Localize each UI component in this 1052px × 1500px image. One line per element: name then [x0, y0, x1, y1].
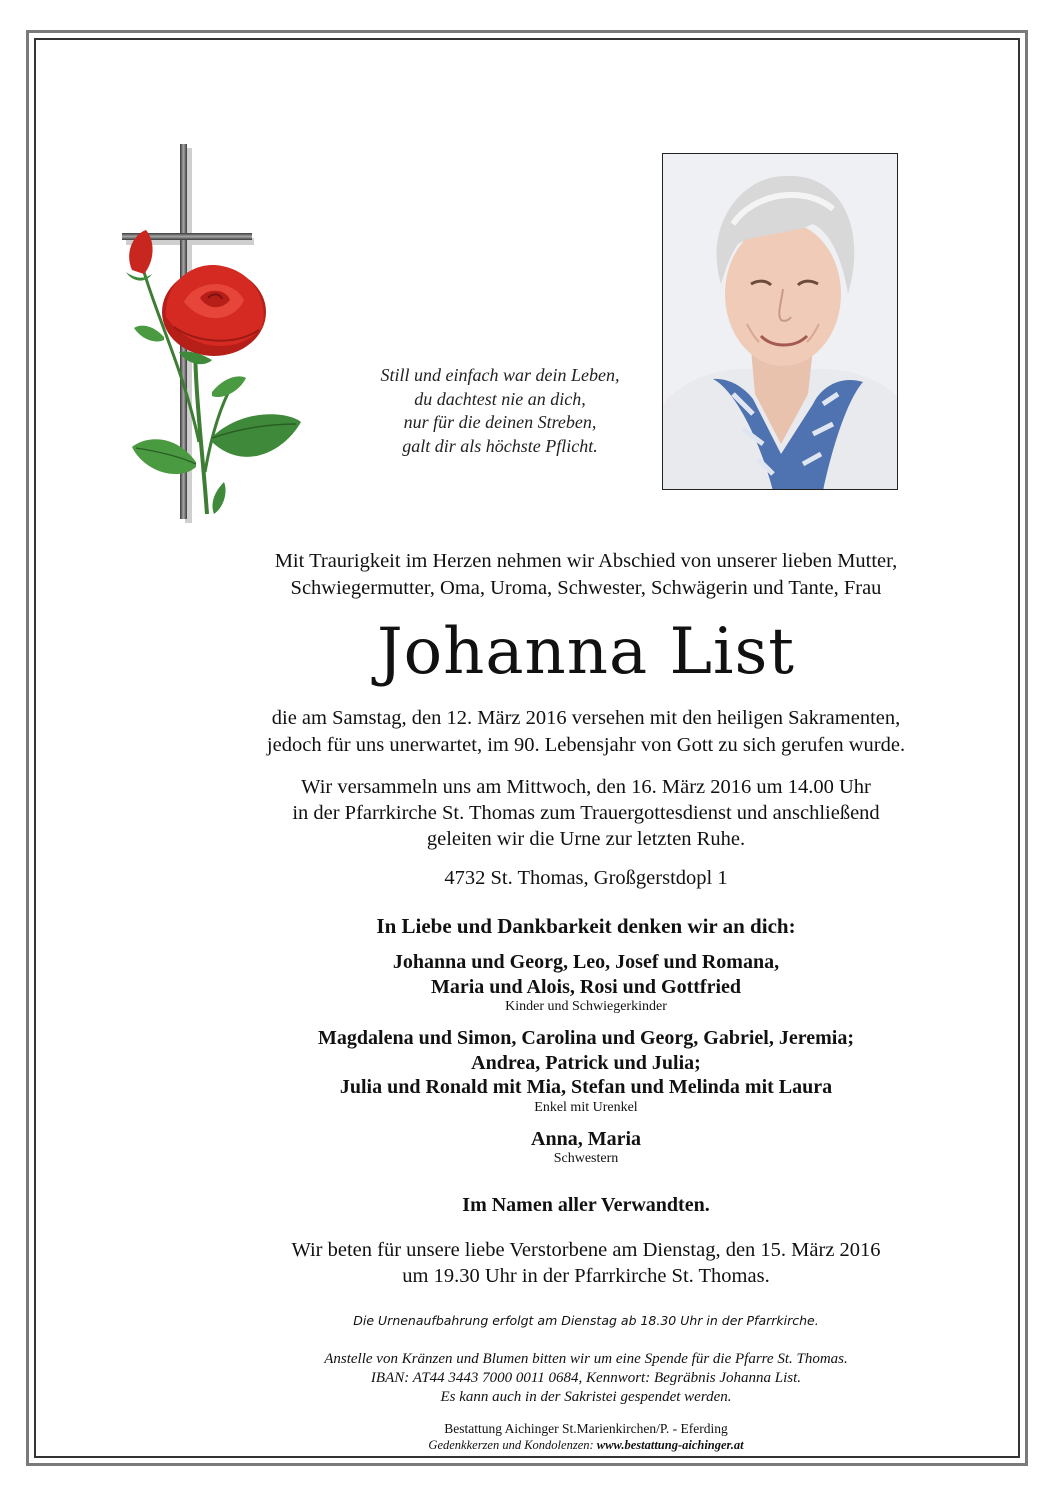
condolence-label: Gedenkkerzen und Kondolenzen: [428, 1438, 597, 1452]
family-group [160, 1026, 1012, 1116]
intro-line: Schwiegermutter, Oma, Uroma, Schwester, Schwägerin und Tante, Frau [290, 577, 882, 599]
poem-line: nur für die deinen Streben, [403, 412, 597, 432]
family-names: Andrea, Patrick und Julia; [471, 1051, 701, 1074]
family-names: Johanna und Georg, Leo, Josef und Romana, [392, 951, 780, 973]
family-group [160, 950, 1012, 1015]
service-line: in der Pfarrkirche St. Thomas zum Trauergottesdienst und anschließend [292, 802, 880, 824]
passed-line: die am Samstag, den 12. März 2016 versehen mit den heiligen Sakramenten, [271, 707, 901, 729]
address: 4732 St. Thomas, Großgerstdopl 1 [444, 867, 728, 889]
poem-line: du dachtest nie an dich, [414, 388, 586, 409]
intro-text [160, 548, 1012, 602]
undertaker-footer [160, 1421, 1012, 1453]
portrait-photo [662, 153, 898, 490]
intro-line: Mit Traurigkeit im Herzen nehmen wir Abschied von unserer lieben Mutter, [274, 550, 898, 572]
cross-rose-icon [104, 142, 314, 527]
prayer-line: Wir beten für unsere liebe Verstorbene am Dienstag, den 15. März 2016 [291, 1239, 881, 1261]
deceased-name: Johanna List [376, 615, 796, 689]
passed-text [160, 705, 1012, 759]
family-names: Maria und Alois, Rosi und Gottfried [430, 975, 742, 998]
in-name-of-relatives: Im Namen aller Verwandten. [462, 1194, 710, 1216]
poem-line: Still und einfach war dein Leben, [380, 365, 620, 385]
family-names: Anna, Maria [531, 1127, 641, 1150]
portrait-image [663, 154, 898, 490]
family-role: Schwestern [553, 1151, 619, 1166]
family-names: Magdalena und Simon, Carolina und Georg, Gabriel, Jeremia; [318, 1027, 854, 1049]
service-text [160, 774, 1012, 852]
condolence-line [160, 1437, 1012, 1453]
urn-note: Die Urnenaufbahrung erfolgt am Dienstag ab 18.30 Uhr in der Pfarrkirche. [353, 1313, 819, 1328]
service-line: Wir versammeln uns am Mittwoch, den 16. März 2016 um 14.00 Uhr [301, 776, 871, 798]
undertaker-name: Bestattung Aichinger St.Marienkirchen/P. - Eferding [444, 1421, 728, 1436]
passed-line: jedoch für uns unerwartet, im 90. Lebensjahr von Gott zu sich gerufen wurde. [266, 734, 906, 756]
donation-text [160, 1350, 1012, 1407]
poem-line: galt dir als höchste Pflicht. [402, 435, 598, 456]
family-names: Julia und Ronald mit Mia, Stefan und Melinda mit Laura [339, 1076, 833, 1098]
family-group [160, 1127, 1012, 1168]
donation-line: IBAN: AT44 3443 7000 0011 0684, Kennwort: Begräbnis Johanna List. [370, 1370, 802, 1386]
undertaker-website-link[interactable]: www.bestattung-aichinger.at [596, 1438, 744, 1452]
prayer-line: um 19.30 Uhr in der Pfarrkirche St. Thomas. [402, 1265, 770, 1287]
poem [330, 364, 670, 458]
prayer-text [160, 1237, 1012, 1289]
family-role: Enkel mit Urenkel [534, 1099, 638, 1115]
family-list [160, 950, 1012, 1178]
donation-line: Es kann auch in der Sakristei gespendet werden. [440, 1389, 732, 1405]
donation-line: Anstelle von Kränzen und Blumen bitten wir um eine Spende für die Pfarre St. Thomas. [324, 1351, 848, 1367]
service-line: geleiten wir die Urne zur letzten Ruhe. [426, 828, 746, 850]
family-role: Kinder und Schwiegerkinder [505, 999, 667, 1014]
love-title: In Liebe und Dankbarkeit denken wir an dich: [376, 914, 796, 938]
